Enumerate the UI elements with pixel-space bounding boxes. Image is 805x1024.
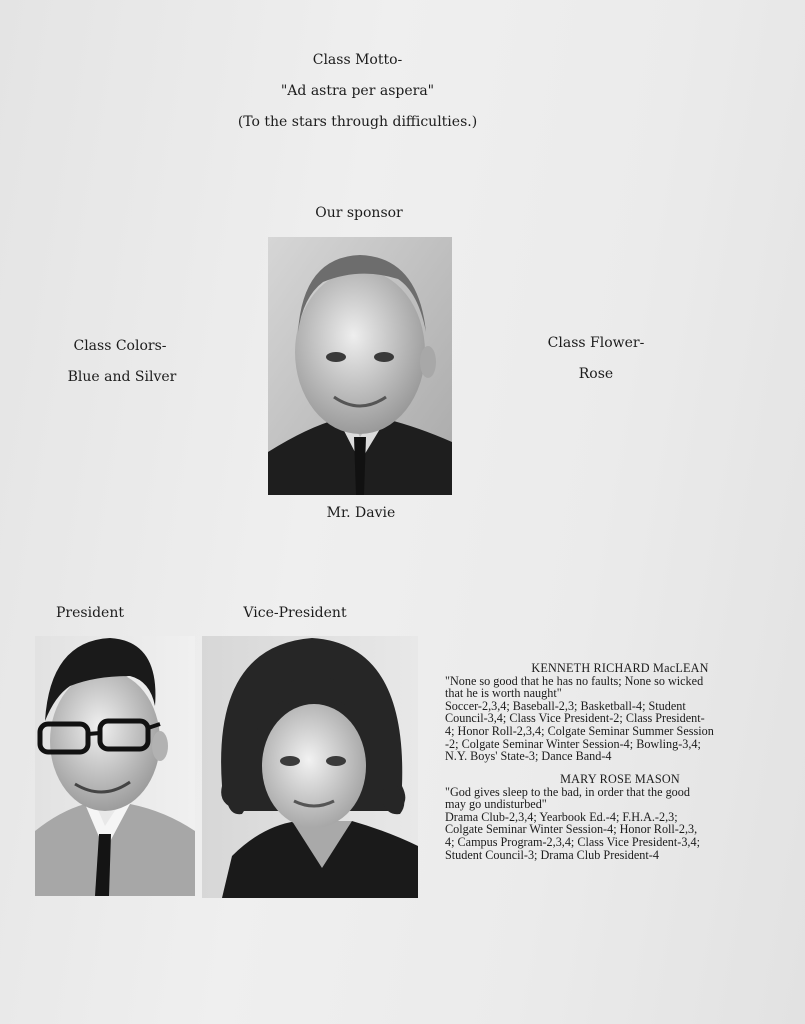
bio-line: "None so good that he has no faults; None so wicked [445, 673, 704, 688]
motto-latin: "Ad astra per aspera" [280, 83, 435, 99]
bio-line: N.Y. Boys' State-3; Dance Band-4 [445, 749, 612, 764]
motto-translation: (To the stars through difficulties.) [237, 114, 478, 130]
class-flower-label: Class Flower- [547, 335, 645, 351]
class-flower-value: Rose [578, 366, 614, 382]
bio-line: -2; Colgate Seminar Winter Session-4; Bowling-3,4; [445, 736, 701, 751]
bio-name: MARY ROSE MASON [560, 772, 680, 786]
vice-president-portrait [202, 636, 418, 898]
motto-label: Class Motto- [312, 52, 403, 68]
sponsor-portrait [268, 237, 452, 495]
bio-line: may go undisturbed" [445, 797, 547, 812]
class-colors-label: Class Colors- [73, 338, 167, 354]
president-label: President [56, 605, 124, 621]
bio-mary-mason [445, 773, 795, 861]
class-colors-value: Blue and Silver [67, 369, 177, 385]
president-portrait [35, 636, 195, 896]
bio-line: Soccer-2,3,4; Baseball-2,3; Basketball-4; Student [445, 698, 686, 713]
bio-line: that he is worth naught" [445, 686, 562, 701]
bio-line: Council-3,4; Class Vice President-2; Class President- [445, 711, 705, 726]
bio-line: Student Council-3; Drama Club President-4 [445, 847, 659, 862]
bio-line: 4; Campus Program-2,3,4; Class Vice President-3,4; [445, 834, 700, 849]
bio-line: Colgate Seminar Winter Session-4; Honor Roll-2,3, [445, 822, 698, 837]
bio-name: KENNETH RICHARD MacLEAN [531, 661, 709, 675]
sponsor-name: Mr. Davie [326, 505, 396, 521]
vice-president-label: Vice-President [243, 605, 347, 621]
bio-kenneth-maclean [445, 662, 795, 763]
bio-line: "God gives sleep to the bad, in order that the good [445, 784, 690, 799]
bio-line: 4; Honor Roll-2,3,4; Colgate Seminar Summer Session [445, 723, 714, 738]
sponsor-label: Our sponsor [315, 205, 403, 221]
bio-line: Drama Club-2,3,4; Yearbook Ed.-4; F.H.A.-2,3; [445, 809, 678, 824]
